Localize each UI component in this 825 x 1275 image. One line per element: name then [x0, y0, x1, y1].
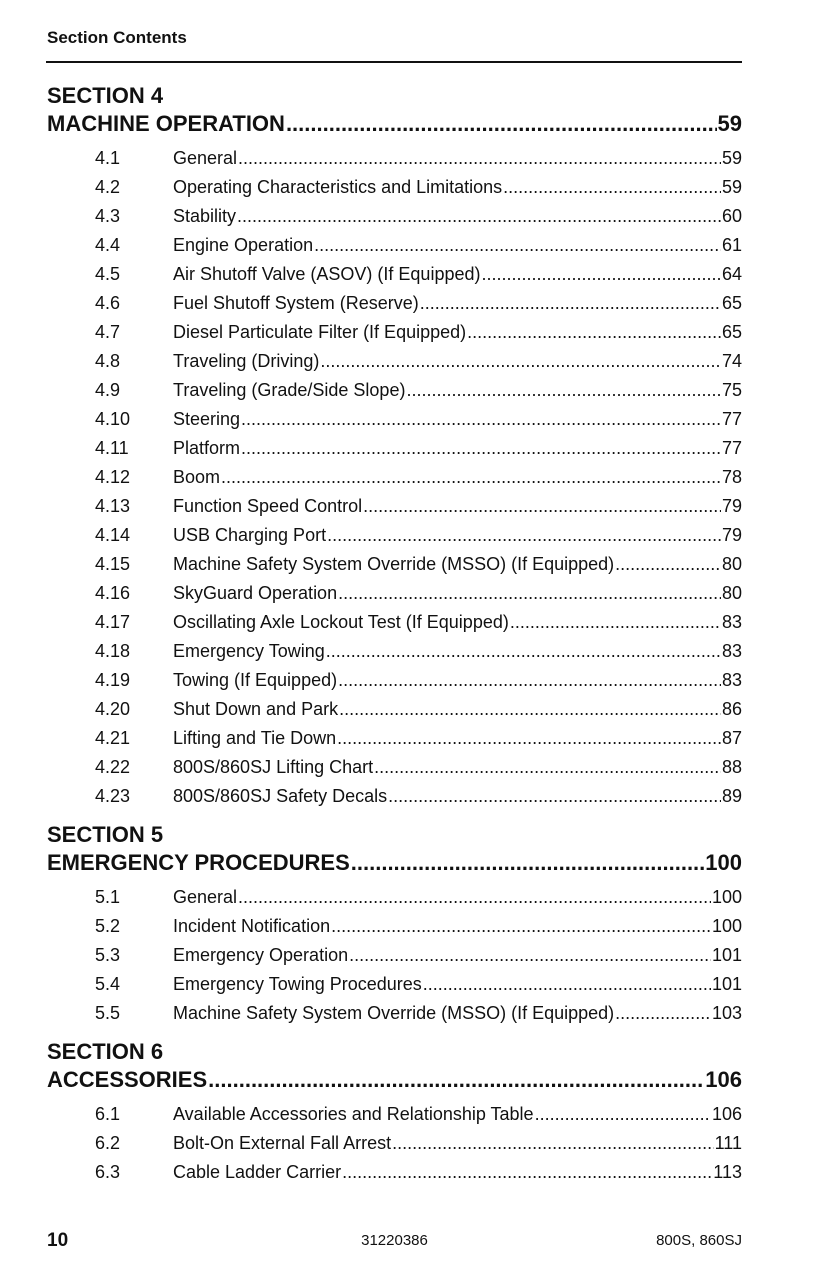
toc-entry[interactable] [47, 492, 742, 521]
dot-leader [467, 318, 721, 347]
entry-title: Air Shutoff Valve (ASOV) (If Equipped) [173, 264, 481, 284]
entry-title: Cable Ladder Carrier [173, 1162, 342, 1182]
toc-entry[interactable] [47, 434, 742, 463]
entry-title: Emergency Operation [173, 945, 349, 965]
dot-leader [388, 782, 721, 811]
entry-title: Engine Operation [173, 235, 314, 255]
entry-number: 4.4 [95, 235, 121, 255]
entry-title: Lifting and Tie Down [173, 728, 337, 748]
entry-page-number: 77 [721, 438, 742, 458]
entry-page-number: 59 [721, 148, 742, 168]
entry-title: Function Speed Control [173, 496, 363, 516]
dot-leader [331, 912, 711, 941]
toc-entry[interactable] [47, 1129, 742, 1158]
toc-entry[interactable] [47, 318, 742, 347]
dot-leader [241, 405, 721, 434]
dot-leader [339, 695, 721, 724]
entry-number: 4.6 [95, 293, 121, 313]
entry-page-number: 86 [721, 699, 742, 719]
entry-number: 6.3 [95, 1162, 121, 1182]
entry-number: 4.8 [95, 351, 121, 371]
entry-page-number: 79 [721, 525, 742, 545]
entry-number: 4.13 [95, 496, 131, 516]
toc-entry[interactable] [47, 579, 742, 608]
toc-entry[interactable] [47, 999, 742, 1028]
dot-leader [342, 1158, 712, 1187]
entry-title: Emergency Towing Procedures [173, 974, 422, 994]
entry-title: Traveling (Grade/Side Slope) [173, 380, 406, 400]
dot-leader [338, 579, 721, 608]
entry-page-number: 83 [721, 612, 742, 632]
entry-number: 5.3 [95, 945, 121, 965]
entry-title: Boom [173, 467, 221, 487]
dot-leader [392, 1129, 714, 1158]
entry-page-number: 111 [714, 1133, 742, 1153]
toc-entry[interactable] [47, 202, 742, 231]
entry-page-number: 77 [721, 409, 742, 429]
entry-page-number: 89 [721, 786, 742, 806]
toc-entry[interactable] [47, 782, 742, 811]
entry-page-number: 59 [721, 177, 742, 197]
section-page-number: 106 [705, 1067, 742, 1092]
dot-leader [326, 637, 721, 666]
dot-leader [314, 231, 721, 260]
entry-title: Emergency Towing [173, 641, 325, 661]
entry-page-number: 65 [721, 293, 742, 313]
entry-number: 4.22 [95, 757, 131, 777]
dot-leader [363, 492, 721, 521]
dot-leader [510, 608, 721, 637]
entry-number: 4.1 [95, 148, 121, 168]
dot-leader [237, 202, 721, 231]
entry-number: 6.1 [95, 1104, 121, 1124]
footer-model: 800S, 860SJ [656, 1232, 742, 1249]
section-title: MACHINE OPERATION [47, 111, 285, 136]
entry-title: Diesel Particulate Filter (If Equipped) [173, 322, 467, 342]
toc-entry[interactable] [47, 637, 742, 666]
entry-title: USB Charging Port [173, 525, 327, 545]
entry-number: 4.9 [95, 380, 121, 400]
entry-number: 5.2 [95, 916, 121, 936]
entry-number: 4.17 [95, 612, 131, 632]
dot-leader [286, 110, 717, 138]
entry-title: Towing (If Equipped) [173, 670, 338, 690]
toc-section [47, 821, 742, 1028]
dot-leader [420, 289, 721, 318]
section-title: ACCESSORIES [47, 1067, 208, 1092]
entry-page-number: 60 [721, 206, 742, 226]
dot-leader [351, 849, 705, 877]
section-title-line[interactable] [47, 849, 742, 877]
dot-leader [503, 173, 721, 202]
dot-leader [349, 941, 711, 970]
entry-title: Machine Safety System Override (MSSO) (If Equipped) [173, 1003, 615, 1023]
entry-number: 4.5 [95, 264, 121, 284]
toc-entry[interactable] [47, 376, 742, 405]
toc-entry[interactable] [47, 724, 742, 753]
toc-entry[interactable] [47, 666, 742, 695]
page-header-title: Section Contents [47, 28, 187, 47]
entry-title: Stability [173, 206, 237, 226]
table-of-contents [47, 82, 742, 1197]
entry-page-number: 113 [713, 1162, 742, 1182]
entry-number: 5.4 [95, 974, 121, 994]
dot-leader [221, 463, 721, 492]
entry-page-number: 103 [711, 1003, 742, 1023]
toc-entry[interactable] [47, 231, 742, 260]
dot-leader [615, 999, 711, 1028]
toc-entry[interactable] [47, 941, 742, 970]
dot-leader [327, 521, 721, 550]
toc-entry[interactable] [47, 970, 742, 999]
footer-doc-number: 31220386 [361, 1232, 428, 1249]
entry-number: 4.19 [95, 670, 131, 690]
entry-page-number: 83 [721, 670, 742, 690]
entry-title: Operating Characteristics and Limitations [173, 177, 503, 197]
entry-number: 6.2 [95, 1133, 121, 1153]
toc-entry[interactable] [47, 347, 742, 376]
toc-entry[interactable] [47, 1100, 742, 1129]
entry-page-number: 78 [721, 467, 742, 487]
entry-title: 800S/860SJ Safety Decals [173, 786, 388, 806]
entry-number: 4.12 [95, 467, 131, 487]
entry-title: Platform [173, 438, 241, 458]
toc-entry[interactable] [47, 753, 742, 782]
section-label: SECTION 5 [47, 822, 164, 847]
entry-page-number: 101 [711, 945, 742, 965]
dot-leader [615, 550, 721, 579]
entry-number: 5.5 [95, 1003, 121, 1023]
entry-page-number: 74 [721, 351, 742, 371]
dot-leader [337, 724, 721, 753]
dot-leader [241, 434, 721, 463]
toc-entry[interactable] [47, 521, 742, 550]
entry-number: 5.1 [95, 887, 121, 907]
toc-entry[interactable] [47, 173, 742, 202]
entry-number: 4.3 [95, 206, 121, 226]
entry-title: General [173, 887, 238, 907]
entry-title: Machine Safety System Override (MSSO) (If Equipped) [173, 554, 615, 574]
entry-page-number: 106 [711, 1104, 742, 1124]
toc-entry[interactable] [47, 463, 742, 492]
section-label: SECTION 6 [47, 1039, 164, 1064]
entry-title: General [173, 148, 238, 168]
section-title-line[interactable] [47, 110, 742, 138]
entry-number: 4.2 [95, 177, 121, 197]
entry-page-number: 101 [711, 974, 742, 994]
dot-leader [320, 347, 721, 376]
toc-entry[interactable] [47, 608, 742, 637]
toc-entry[interactable] [47, 260, 742, 289]
toc-entry[interactable] [47, 405, 742, 434]
entry-title: Fuel Shutoff System (Reserve) [173, 293, 419, 313]
dot-leader [406, 376, 721, 405]
entry-number: 4.16 [95, 583, 131, 603]
entry-title: Traveling (Driving) [173, 351, 320, 371]
toc-entry[interactable] [47, 550, 742, 579]
entry-page-number: 64 [721, 264, 742, 284]
entry-page-number: 88 [721, 757, 742, 777]
entry-title: Incident Notification [173, 916, 331, 936]
toc-entry[interactable] [47, 912, 742, 941]
header-divider [46, 61, 742, 63]
entry-page-number: 83 [721, 641, 742, 661]
toc-entry[interactable] [47, 1158, 742, 1187]
toc-entry[interactable] [47, 883, 742, 912]
entry-page-number: 75 [721, 380, 742, 400]
dot-leader [481, 260, 720, 289]
dot-leader [423, 970, 711, 999]
entry-number: 4.23 [95, 786, 131, 806]
toc-section [47, 1038, 742, 1187]
dot-leader [238, 883, 711, 912]
toc-entry[interactable] [47, 289, 742, 318]
entry-title: Available Accessories and Relationship Table [173, 1104, 534, 1124]
footer-page-number: 10 [47, 1230, 69, 1251]
entry-number: 4.7 [95, 322, 121, 342]
section-page-number: 59 [717, 111, 742, 136]
toc-entry[interactable] [47, 144, 742, 173]
entry-number: 4.11 [95, 438, 129, 458]
dot-leader [238, 144, 721, 173]
entry-number: 4.18 [95, 641, 131, 661]
entry-title: Steering [173, 409, 241, 429]
entry-number: 4.20 [95, 699, 131, 719]
entry-number: 4.14 [95, 525, 131, 545]
entry-page-number: 65 [721, 322, 742, 342]
section-page-number: 100 [705, 850, 742, 875]
entry-number: 4.10 [95, 409, 131, 429]
toc-entry[interactable] [47, 695, 742, 724]
entry-page-number: 100 [711, 916, 742, 936]
entry-title: Bolt-On External Fall Arrest [173, 1133, 392, 1153]
entry-title: SkyGuard Operation [173, 583, 338, 603]
entry-number: 4.15 [95, 554, 131, 574]
section-title-line[interactable] [47, 1066, 742, 1094]
entry-title: 800S/860SJ Lifting Chart [173, 757, 374, 777]
entry-title: Oscillating Axle Lockout Test (If Equipped) [173, 612, 509, 632]
entry-page-number: 79 [721, 496, 742, 516]
entry-page-number: 87 [721, 728, 742, 748]
entry-page-number: 61 [721, 235, 742, 255]
dot-leader [535, 1100, 711, 1129]
dot-leader [374, 753, 721, 782]
entry-number: 4.21 [95, 728, 131, 748]
entry-page-number: 100 [711, 887, 742, 907]
dot-leader [338, 666, 721, 695]
dot-leader [208, 1066, 704, 1094]
entry-page-number: 80 [721, 583, 742, 603]
entry-title: Shut Down and Park [173, 699, 339, 719]
toc-section [47, 82, 742, 811]
section-title: EMERGENCY PROCEDURES [47, 850, 350, 875]
section-label: SECTION 4 [47, 83, 164, 108]
entry-page-number: 80 [721, 554, 742, 574]
